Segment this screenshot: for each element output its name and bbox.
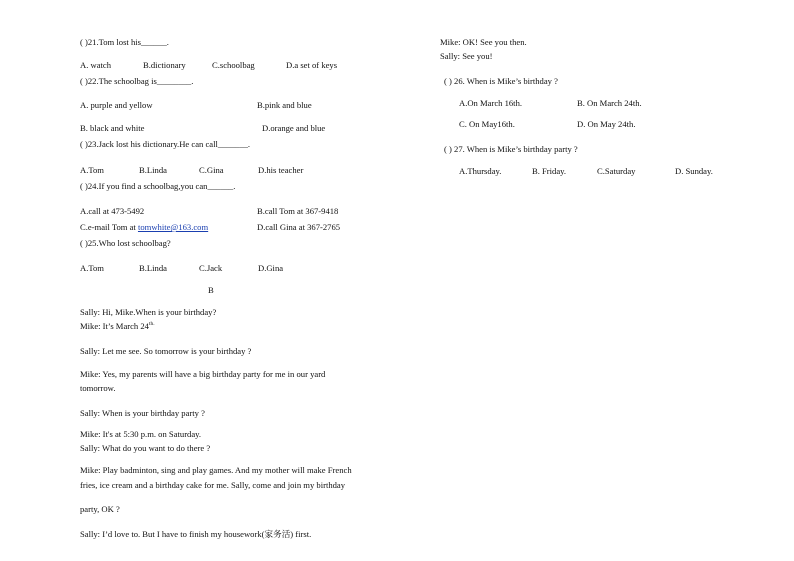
dialogue-right-2: Sally: See you! <box>440 51 493 61</box>
q23-option-c: C.Gina <box>199 165 224 175</box>
q21-option-a: A. watch <box>80 60 112 70</box>
q26-option-b: B. On March 24th. <box>577 98 642 108</box>
dialogue-line-5: Sally: When is your birthday party ? <box>80 408 205 418</box>
dialogue-line-8a: Mike: Play badminton, sing and play games. And my mother will make French <box>80 465 352 475</box>
q21-option-d: D.a set of keys <box>286 60 338 70</box>
q25-option-a: A.Tom <box>80 263 104 273</box>
q25-option-b: B.Linda <box>139 263 167 273</box>
q24-option-a: A.call at 473-5492 <box>80 206 145 216</box>
q22-option-b: B.pink and blue <box>257 100 312 110</box>
dialogue-line-8c: party, OK ? <box>80 504 120 514</box>
q26-option-c: C. On May16th. <box>459 119 515 129</box>
question-27-stem: ( ) 27. When is Mike’s birthday party ? <box>444 144 578 154</box>
dialogue-line-2-text: Mike: It’s March 24 <box>80 321 149 331</box>
email-link[interactable]: tomwhite@163.com <box>137 222 209 232</box>
q22-option-c: B. black and white <box>80 123 145 133</box>
dialogue-line-4a: Mike: Yes, my parents will have a big birthday party for me in our yard <box>80 369 326 379</box>
q22-option-a: A. purple and yellow <box>80 100 153 110</box>
q27-option-a: A.Thursday. <box>459 166 502 176</box>
dialogue-line-9: Sally: I’d love to. But I have to finish my housework(家务活) first. <box>80 529 312 539</box>
question-24-stem: ( )24.If you find a schoolbag,you can______. <box>80 181 236 191</box>
q24-option-c-text: C.e-mail Tom at <box>80 222 138 232</box>
question-21-stem: ( )21.Tom lost his______. <box>80 37 169 47</box>
q27-option-b: B. Friday. <box>532 166 567 176</box>
dialogue-line-4b: tomorrow. <box>80 383 116 393</box>
dialogue-line-2-sup: th. <box>148 321 155 328</box>
q24-option-d: D.call Gina at 367-2765 <box>257 222 341 232</box>
q23-option-a: A.Tom <box>80 165 104 175</box>
q27-option-c: C.Saturday <box>597 166 636 176</box>
section-b-heading: B <box>208 285 214 295</box>
q25-option-d: D.Gina <box>258 263 284 273</box>
q24-option-c <box>80 223 208 232</box>
q23-option-d: D.his teacher <box>258 165 304 175</box>
question-25-stem: ( )25.Who lost schoolbag? <box>80 238 171 248</box>
dialogue-line-3: Sally: Let me see. So tomorrow is your birthday ? <box>80 346 252 356</box>
dialogue-line-1: Sally: Hi, Mike.When is your birthday? <box>80 307 217 317</box>
dialogue-line-2 <box>80 322 155 331</box>
q21-option-b: B.dictionary <box>143 60 186 70</box>
dialogue-line-6: Mike: It's at 5:30 p.m. on Saturday. <box>80 429 202 439</box>
q26-option-a: A.On March 16th. <box>459 98 523 108</box>
question-22-stem: ( )22.The schoolbag is________. <box>80 76 194 86</box>
question-26-stem: ( ) 26. When is Mike’s birthday ? <box>444 76 558 86</box>
q26-option-d: D. On May 24th. <box>577 119 636 129</box>
q22-option-d: D.orange and blue <box>262 123 326 133</box>
dialogue-line-7: Sally: What do you want to do there ? <box>80 443 211 453</box>
q23-option-b: B.Linda <box>139 165 167 175</box>
q24-option-b: B.call Tom at 367-9418 <box>257 206 339 216</box>
q25-option-c: C.Jack <box>199 263 223 273</box>
q21-option-c: C.schoolbag <box>212 60 255 70</box>
question-23-stem: ( )23.Jack lost his dictionary.He can call_______. <box>80 139 251 149</box>
q27-option-d: D. Sunday. <box>675 166 713 176</box>
dialogue-line-8b: fries, ice cream and a birthday cake for me. Sally, come and join my birthday <box>80 480 346 490</box>
dialogue-right-1: Mike: OK! See you then. <box>440 37 527 47</box>
